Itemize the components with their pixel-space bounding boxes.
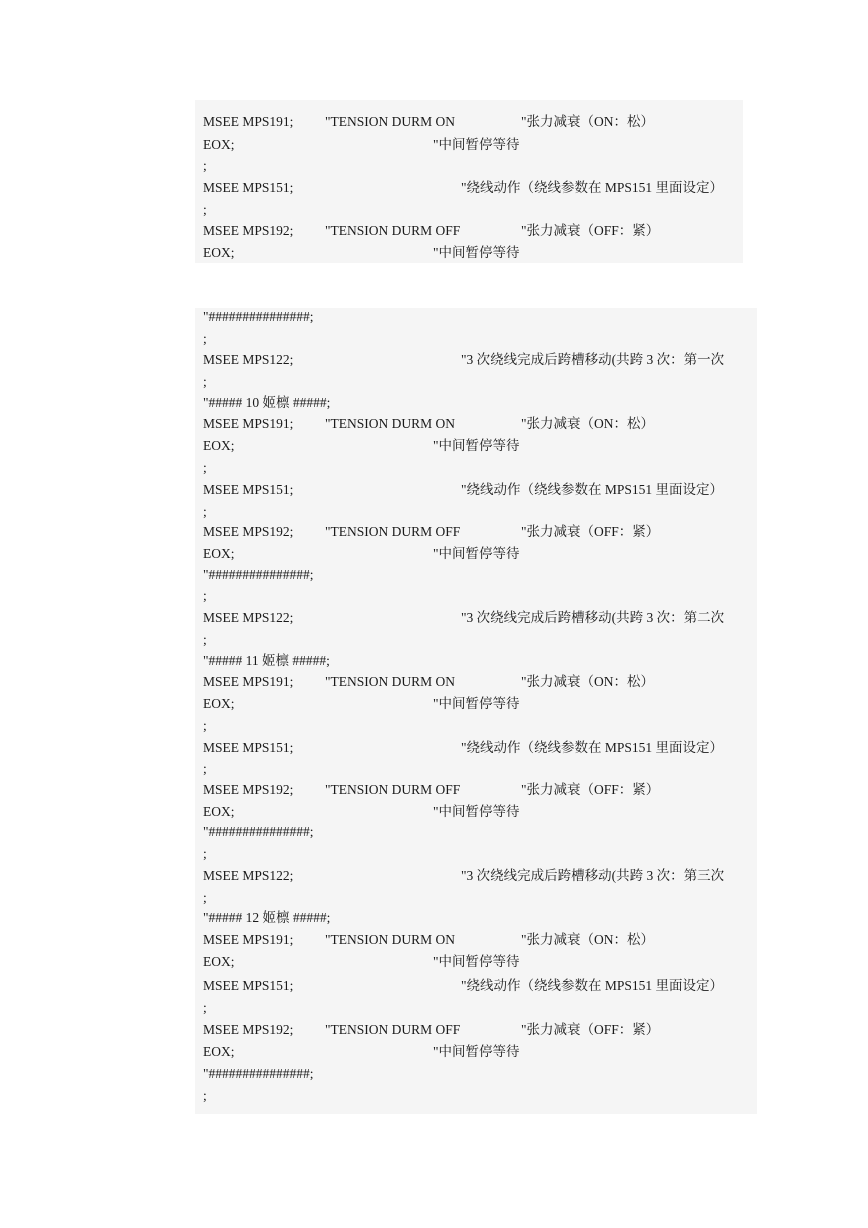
code-line-col-a: ; xyxy=(203,718,207,733)
code-line-col-a: EOX; xyxy=(203,438,235,453)
code-line-col-b: "TENSION DURM ON xyxy=(325,674,456,689)
code-line-col-a: ; xyxy=(203,1088,207,1103)
code-line-col-b: "TENSION DURM OFF xyxy=(325,1022,461,1037)
code-line-col-a: "##### 12 姬檩 #####; xyxy=(203,910,331,925)
code-line-col-e: "张力减衰（ON：松） xyxy=(521,114,655,129)
code-line xyxy=(203,694,743,714)
code-line-col-a: MSEE MPS122; xyxy=(203,868,294,883)
code-line-col-e: "张力减衰（OFF：紧） xyxy=(521,223,660,238)
code-line-col-a: "###############; xyxy=(203,824,314,839)
code-line xyxy=(203,112,743,132)
code-line-col-a: EOX; xyxy=(203,696,235,711)
code-line xyxy=(203,952,743,972)
code-line xyxy=(203,480,743,500)
code-line-col-a: EOX; xyxy=(203,804,235,819)
code-line xyxy=(203,502,743,522)
code-line-col-a: EOX; xyxy=(203,954,235,969)
code-line-col-a: MSEE MPS191; xyxy=(203,932,294,947)
code-line xyxy=(203,307,743,327)
code-line-col-d: "3 次绕线完成后跨槽移动(共跨 3 次：第二次 xyxy=(461,610,725,625)
code-line-col-a: MSEE MPS191; xyxy=(203,416,294,431)
code-line-col-b: "TENSION DURM ON xyxy=(325,114,456,129)
code-line xyxy=(203,976,743,996)
code-line xyxy=(203,522,743,542)
code-line-col-a: "###############; xyxy=(203,309,314,324)
code-line-col-a: EOX; xyxy=(203,245,235,260)
code-line-col-a: ; xyxy=(203,632,207,647)
code-line-col-c: "中间暂停等待 xyxy=(433,1044,520,1059)
code-line xyxy=(203,350,743,370)
code-line xyxy=(203,436,743,456)
code-line xyxy=(203,565,743,585)
code-line-col-a: ; xyxy=(203,761,207,776)
code-line xyxy=(203,135,743,155)
code-line xyxy=(203,178,743,198)
code-line-col-a: ; xyxy=(203,374,207,389)
code-line-col-a: ; xyxy=(203,1000,207,1015)
code-line-col-e: "张力减衰（OFF：紧） xyxy=(521,782,660,797)
code-line-col-e: "张力减衰（ON：松） xyxy=(521,416,655,431)
code-line xyxy=(203,651,743,671)
code-line-col-e: "张力减衰（OFF：紧） xyxy=(521,524,660,539)
code-line xyxy=(203,608,743,628)
code-line-col-a: MSEE MPS192; xyxy=(203,1022,294,1037)
code-line-col-a: ; xyxy=(203,890,207,905)
code-line xyxy=(203,630,743,650)
code-line xyxy=(203,844,743,864)
code-line xyxy=(203,586,743,606)
code-line xyxy=(203,780,743,800)
code-line-col-d: "绕线动作（绕线参数在 MPS151 里面设定） xyxy=(461,978,724,993)
code-line-col-a: MSEE MPS192; xyxy=(203,524,294,539)
code-line-col-a: "###############; xyxy=(203,1066,314,1081)
code-line xyxy=(203,544,743,564)
code-line xyxy=(203,802,743,822)
code-line-col-a: "##### 10 姬檩 #####; xyxy=(203,395,331,410)
code-line xyxy=(203,1064,743,1084)
code-line-col-a: MSEE MPS151; xyxy=(203,740,294,755)
code-line-col-a: "##### 11 姬檩 #####; xyxy=(203,653,330,668)
code-line-col-b: "TENSION DURM OFF xyxy=(325,223,461,238)
code-line-col-c: "中间暂停等待 xyxy=(433,954,520,969)
code-line-col-c: "中间暂停等待 xyxy=(433,696,520,711)
code-line-col-b: "TENSION DURM OFF xyxy=(325,524,461,539)
code-line xyxy=(203,243,743,263)
code-line-col-d: "绕线动作（绕线参数在 MPS151 里面设定） xyxy=(461,180,724,195)
code-line-col-d: "3 次绕线完成后跨槽移动(共跨 3 次：第一次 xyxy=(461,352,725,367)
code-line xyxy=(203,672,743,692)
code-line-col-b: "TENSION DURM OFF xyxy=(325,782,461,797)
code-line-col-a: EOX; xyxy=(203,137,235,152)
code-line-col-a: ; xyxy=(203,460,207,475)
code-line-col-c: "中间暂停等待 xyxy=(433,546,520,561)
code-line-col-a: "###############; xyxy=(203,567,314,582)
code-line xyxy=(203,1020,743,1040)
code-line xyxy=(203,822,743,842)
code-line-col-a: ; xyxy=(203,158,207,173)
code-line-col-c: "中间暂停等待 xyxy=(433,137,520,152)
code-line xyxy=(203,716,743,736)
code-line xyxy=(203,866,743,886)
code-line-col-c: "中间暂停等待 xyxy=(433,438,520,453)
code-line-col-a: MSEE MPS122; xyxy=(203,610,294,625)
code-line-col-a: EOX; xyxy=(203,1044,235,1059)
code-line-col-a: MSEE MPS151; xyxy=(203,180,294,195)
code-line xyxy=(203,759,743,779)
code-line-col-c: "中间暂停等待 xyxy=(433,804,520,819)
code-line-col-d: "绕线动作（绕线参数在 MPS151 里面设定） xyxy=(461,482,724,497)
code-line-col-c: "中间暂停等待 xyxy=(433,245,520,260)
code-line xyxy=(203,329,743,349)
code-line-col-a: MSEE MPS191; xyxy=(203,674,294,689)
code-line-col-a: ; xyxy=(203,331,207,346)
code-line xyxy=(203,458,743,478)
code-line xyxy=(203,372,743,392)
code-line-col-a: ; xyxy=(203,504,207,519)
code-line-col-a: ; xyxy=(203,846,207,861)
code-line xyxy=(203,1086,743,1106)
code-line xyxy=(203,738,743,758)
code-line-col-a: MSEE MPS191; xyxy=(203,114,294,129)
code-line-col-a: EOX; xyxy=(203,546,235,561)
code-line xyxy=(203,908,743,928)
code-line xyxy=(203,998,743,1018)
code-line-col-e: "张力减衰（ON：松） xyxy=(521,674,655,689)
code-line-col-d: "3 次绕线完成后跨槽移动(共跨 3 次：第三次 xyxy=(461,868,725,883)
code-line-col-a: ; xyxy=(203,202,207,217)
code-line-col-d: "绕线动作（绕线参数在 MPS151 里面设定） xyxy=(461,740,724,755)
code-line-col-b: "TENSION DURM ON xyxy=(325,416,456,431)
code-line-col-a: MSEE MPS192; xyxy=(203,223,294,238)
code-line xyxy=(203,930,743,950)
code-line-col-e: "张力减衰（OFF：紧） xyxy=(521,1022,660,1037)
code-line xyxy=(203,414,743,434)
code-line-col-a: ; xyxy=(203,588,207,603)
code-line-col-e: "张力减衰（ON：松） xyxy=(521,932,655,947)
code-line xyxy=(203,221,743,241)
code-line xyxy=(203,393,743,413)
code-line xyxy=(203,200,743,220)
code-line-col-a: MSEE MPS151; xyxy=(203,978,294,993)
code-line xyxy=(203,888,743,908)
code-line-col-a: MSEE MPS122; xyxy=(203,352,294,367)
code-line xyxy=(203,156,743,176)
code-line-col-a: MSEE MPS192; xyxy=(203,782,294,797)
code-line xyxy=(203,1042,743,1062)
code-line-col-a: MSEE MPS151; xyxy=(203,482,294,497)
code-line-col-b: "TENSION DURM ON xyxy=(325,932,456,947)
